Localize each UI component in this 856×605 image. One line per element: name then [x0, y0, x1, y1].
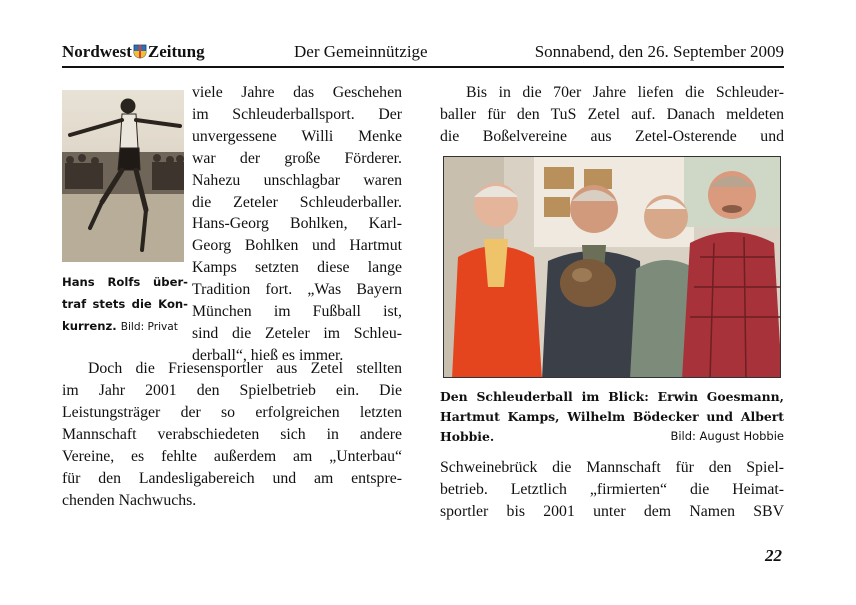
photo2-credit: Bild: August Hobbie [670, 428, 784, 443]
text-line: sportler bis 2001 unter dem Namen SBV [440, 503, 784, 521]
text-line: Hans-Georg Bohlken, Karl- [192, 215, 402, 233]
column1-bottom-text [62, 358, 402, 512]
photo-hans-rolfs [62, 90, 184, 262]
column1-top-text [192, 82, 402, 367]
text-line: die Boßelvereine aus Zetel-Osterende und [440, 127, 784, 145]
caption-line: Den Schleuderball im Blick: Erwin Goesmann, [440, 389, 784, 404]
photo1-credit: Bild: Privat [120, 320, 178, 333]
column2-bottom-text [440, 457, 784, 524]
text-line: war der große Förderer. [192, 149, 402, 167]
page-header [62, 42, 784, 68]
text-line: Schweinebrück die Mannschaft für den Spiel- [440, 459, 784, 476]
text-line: München im Fußball ist, [192, 303, 402, 321]
newspaper-logo [62, 42, 205, 64]
text-line: derball“, hieß es immer. [192, 346, 344, 364]
text-line: sind die Zeteler im Schleu- [192, 324, 402, 342]
text-line: im Jahr 2001 den Spielbetrieb ein. Die [62, 382, 402, 399]
column2-top-text [440, 82, 784, 148]
caption-line: Hartmut Kamps, Wilhelm Bödecker und Albert [440, 408, 784, 424]
text-line: Leistungsträger der so erfolgreichen letzten [62, 404, 402, 421]
brand-left: Nordwest [62, 42, 132, 61]
text-line: die Zeteler Schleuderballer. [192, 193, 402, 211]
header-rule [62, 66, 784, 68]
photo1-caption [62, 272, 188, 338]
text-line: für den Landesligabereich und am entspre- [62, 470, 402, 487]
caption-line: Hobbie. [440, 428, 495, 444]
brand-right: Zeitung [147, 42, 205, 61]
caption-line-last: kurrenz. Bild: Privat [62, 318, 178, 333]
text-line: Vereine, es fehlte außerdem am „Unterbau“ [62, 448, 402, 465]
text-line: Doch die Friesensportler aus Zetel stellten [88, 360, 402, 377]
issue-date: Sonnabend, den 26. September 2009 [534, 42, 784, 61]
page-number: 22 [765, 546, 782, 565]
text-line: betrieb. Letztlich „firmierten“ die Heimat- [440, 481, 784, 499]
text-line: Bis in die 70er Jahre liefen die Schleuder- [466, 84, 784, 101]
text-line: unvergessene Willi Menke [192, 127, 402, 145]
text-line: viele Jahre das Geschehen [192, 84, 402, 101]
text-line: Tradition fort. „Was Bayern [192, 281, 402, 299]
photo-schleuderball-group [443, 156, 781, 378]
text-line: Georg Bohlken und Hartmut [192, 237, 402, 255]
photo2-caption [440, 387, 784, 446]
section-title: Der Gemeinnützige [294, 42, 428, 61]
text-line: Nahezu unschlagbar waren [192, 171, 402, 189]
text-line: Kamps setzten diese lange [192, 259, 402, 277]
caption-line: traf stets die Kon- [62, 296, 188, 311]
text-line: im Schleuderballsport. Der [192, 105, 402, 123]
crest-icon [133, 44, 147, 64]
text-line: baller für den TuS Zetel auf. Danach meldeten [440, 105, 784, 123]
text-line: chenden Nachwuchs. [62, 492, 197, 509]
text-line: Mannschaft verabschiedeten sich in andere [62, 426, 402, 443]
caption-line: Hans Rolfs über- [62, 275, 188, 289]
